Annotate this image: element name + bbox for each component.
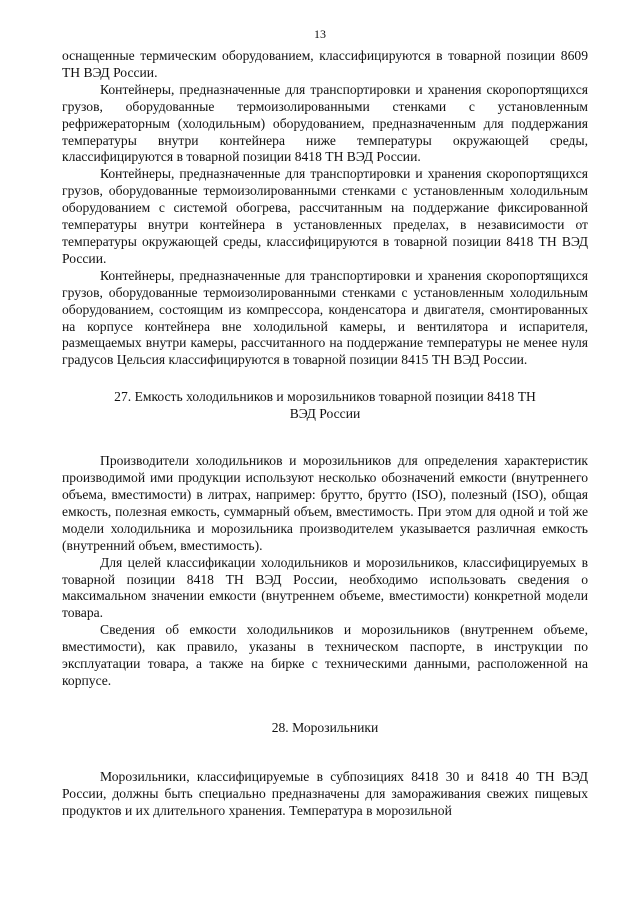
paragraph: Морозильники, классифицируемые в субпозициях 8418 30 и 8418 40 ТН ВЭД России, должны быть специально предназначены для замораживания свежих пищевых продуктов и их длительного хранения. Температура в морозильной [62, 768, 588, 818]
document-body [62, 48, 588, 820]
section-heading-28: 28. Морозильники [271, 719, 379, 735]
section-heading-27: 27. Емкость холодильников и морозильников товарной позиции 8418 ТН ВЭД России [114, 389, 536, 422]
paragraph: Производители холодильников и морозильников для определения характеристик производимой ими продукции используют несколько обозначений емкости (внутреннего объема, вместимости) в литрах, например: брутто, брутто (ISO), полезный (ISO), общая емкость, полезная емкость, суммарный объем, вместимость. При этом для одной и той же модели холодильника и морозильника производителем указывается различная емкость (внутренний объем, вместимость). [62, 453, 588, 553]
paragraph: Контейнеры, предназначенные для транспортировки и хранения скоропортящихся грузов, оборудованные термоизолированными стенками с установленным холодильным оборудованием, состоящим из компрессора, конденсатора и двигателя, смонтированных на корпусе контейнера вне холодильной камеры, и вентилятора и испарителя, размещаемых внутри камеры, рассчитанного на поддержание температуры не менее нуля градусов Цельсия классифицируются в товарной позиции 8415 ТН ВЭД России. [62, 267, 588, 368]
paragraph: оснащенные термическим оборудованием, классифицируются в товарной позиции 8609 ТН ВЭД России. [62, 48, 588, 80]
page-number: 13 [314, 27, 326, 41]
paragraph: Сведения об емкости холодильников и морозильников (внутреннем объеме, вместимости), как правило, указаны в техническом паспорте, в инструкции по эксплуатации товара, а также на бирке с техническими данными, расположенной на корпусе. [62, 622, 588, 688]
paragraph: Контейнеры, предназначенные для транспортировки и хранения скоропортящихся грузов, оборудованные термоизолированными стенками с установленным рефрижераторным (холодильным) оборудованием, предназначенным для поддержания температуры внутри контейнера ниже температуры окружающей среды, классифицируются в товарной позиции 8418 ТН ВЭД России. [62, 81, 588, 165]
paragraph: Контейнеры, предназначенные для транспортировки и хранения скоропортящихся грузов, оборудованные термоизолированными стенками с установленным холодильным оборудованием с системой обогрева, рассчитанным на поддержание фиксированной температуры внутри контейнера в установленных пределах, в независимости от температуры окружающей среды, классифицируются в товарной позиции 8418 ТН ВЭД России. [62, 166, 588, 266]
paragraph: Для целей классификации холодильников и морозильников, классифицируемых в товарной позиции 8418 ТН ВЭД России, необходимо использовать сведения о максимальном значении емкости (внутреннем объеме, вместимости) конкретной модели товара. [62, 554, 588, 621]
